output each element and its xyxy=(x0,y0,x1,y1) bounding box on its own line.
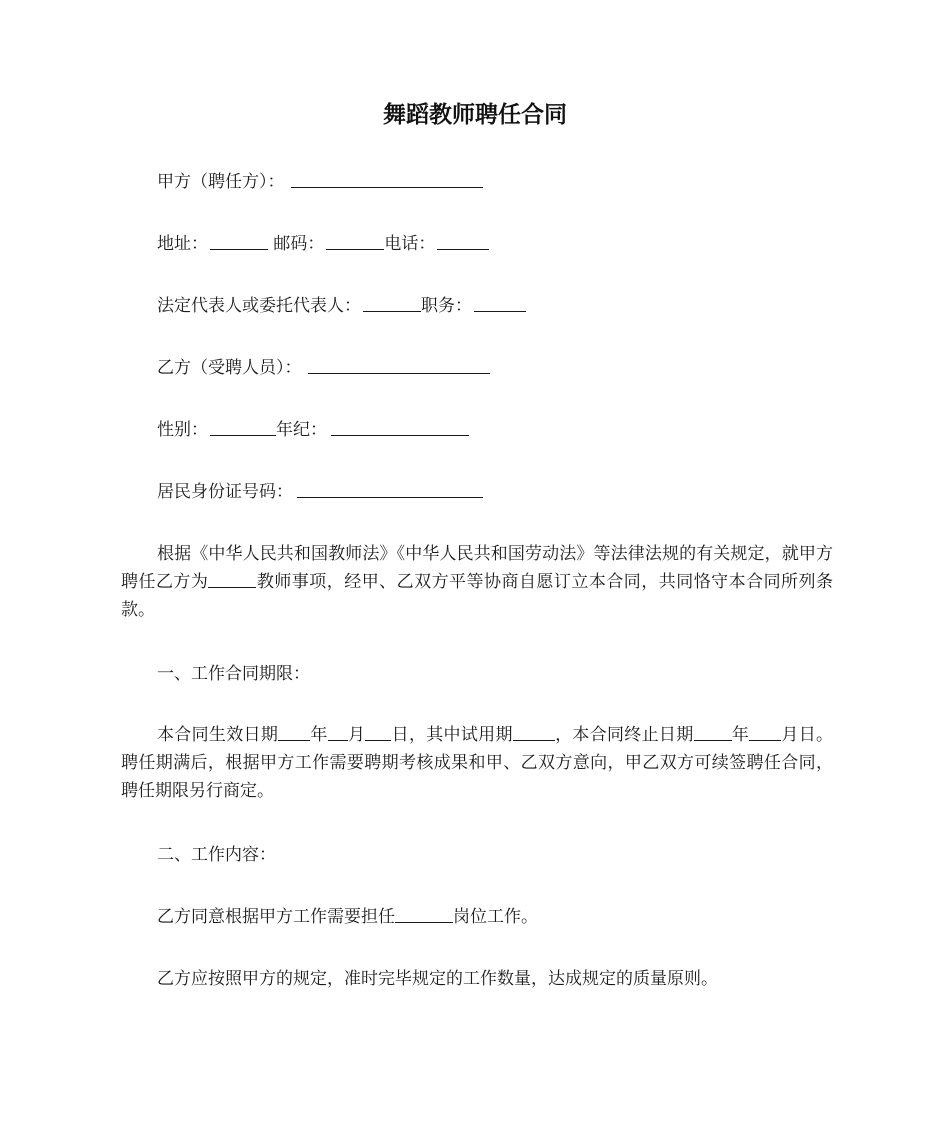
id-line xyxy=(157,480,483,504)
intro-text-part1: 根据《中华人民共和国教师法》《中华人民共和国劳动法》等法律法规的有关规定，就甲方聘任乙方为 xyxy=(121,544,833,592)
term-year2-label: 年 xyxy=(731,725,750,745)
work-text-1: 乙方同意根据甲方工作需要担任 xyxy=(157,907,395,927)
age-blank[interactable] xyxy=(331,418,469,436)
term-month-label: 月 xyxy=(347,725,366,745)
work-text-2: 岗位工作。 xyxy=(453,907,538,927)
end-year-blank[interactable] xyxy=(694,723,732,741)
work-assignment-line xyxy=(157,905,538,929)
party-a-line xyxy=(157,170,483,194)
start-month-blank[interactable] xyxy=(328,723,348,741)
section1-heading: 一、工作合同期限： xyxy=(157,664,310,684)
party-a-blank[interactable] xyxy=(291,170,483,188)
position-label: 职务： xyxy=(421,296,472,316)
address-line xyxy=(157,232,489,256)
term-paragraph xyxy=(121,721,833,805)
address-blank[interactable] xyxy=(210,232,268,250)
phone-label: 电话： xyxy=(384,234,436,254)
party-b-label: 乙方（受聘人员）： xyxy=(157,358,302,378)
address-label: 地址： xyxy=(157,234,208,254)
document-title: 舞蹈教师聘任合同 xyxy=(383,102,567,128)
representative-line xyxy=(157,294,526,318)
party-b-line xyxy=(157,356,490,380)
probation-blank[interactable] xyxy=(513,723,555,741)
id-label: 居民身份证号码： xyxy=(157,482,293,502)
position-blank[interactable] xyxy=(474,294,526,312)
gender-blank[interactable] xyxy=(210,418,276,436)
gender-label: 性别： xyxy=(157,420,208,440)
representative-blank[interactable] xyxy=(363,294,421,312)
phone-blank[interactable] xyxy=(437,232,489,250)
postcode-blank[interactable] xyxy=(326,232,384,250)
party-b-blank[interactable] xyxy=(308,356,490,374)
term-text-2: ，本合同终止日期 xyxy=(554,725,694,745)
gender-age-line xyxy=(157,418,469,442)
id-blank[interactable] xyxy=(297,480,483,498)
term-text-1: 本合同生效日期 xyxy=(157,725,279,745)
term-text-3: 日。聘任期满后，根据甲方工作需要聘期考核成果和甲、乙双方意向，甲乙双方可续签聘任合同，聘任期限另行商定。 xyxy=(121,725,834,801)
postcode-label: 邮码： xyxy=(268,234,325,254)
age-label: 年纪： xyxy=(276,420,327,440)
term-month2-label: 月 xyxy=(781,725,799,745)
start-year-blank[interactable] xyxy=(278,723,310,741)
work-requirement-line: 乙方应按照甲方的规定，准时完毕规定的工作数量，达成规定的质量原则。 xyxy=(157,969,718,989)
party-a-label: 甲方（聘任方）： xyxy=(157,172,285,192)
intro-paragraph xyxy=(121,540,833,624)
term-year-label: 年 xyxy=(310,725,328,745)
intro-text-part2: 教师事项，经甲、乙双方平等协商自愿订立本合同，共同恪守本合同所列条款。 xyxy=(121,572,834,620)
post-blank[interactable] xyxy=(395,905,453,923)
section2-heading: 二、工作内容： xyxy=(157,845,276,865)
end-month-blank[interactable] xyxy=(749,723,781,741)
teacher-type-blank[interactable] xyxy=(208,570,256,588)
start-day-blank[interactable] xyxy=(365,723,391,741)
term-day-label: 日，其中试用期 xyxy=(391,725,513,745)
representative-label: 法定代表人或委托代表人： xyxy=(157,296,361,316)
